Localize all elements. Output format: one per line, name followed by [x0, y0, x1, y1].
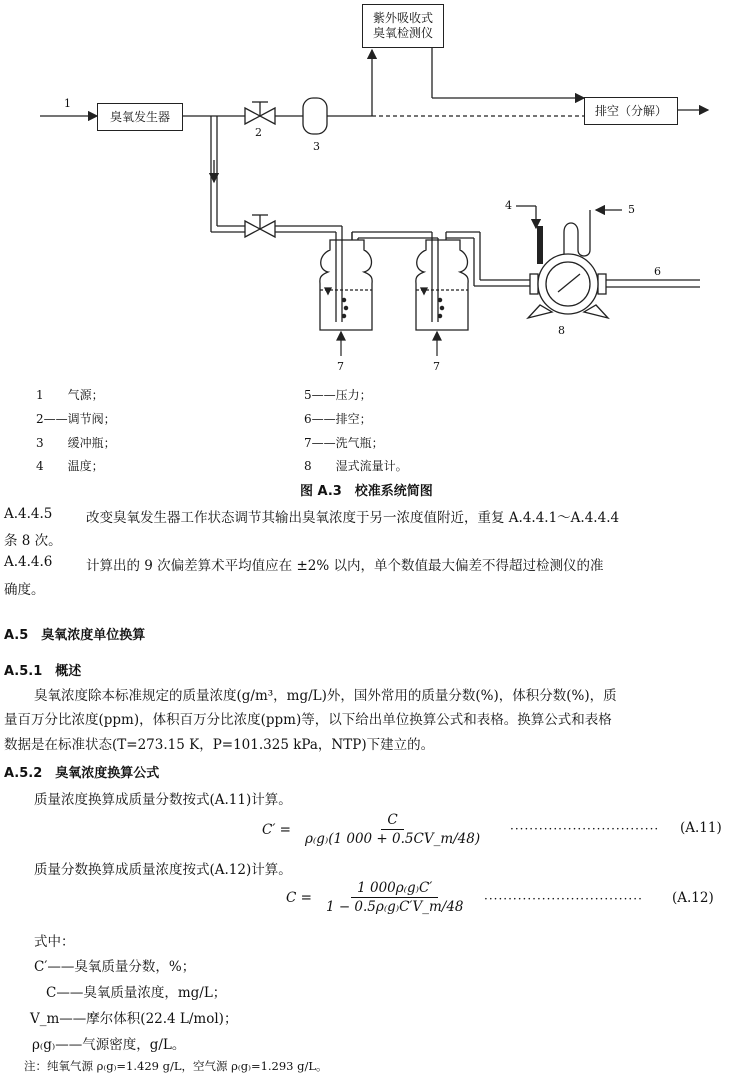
ozone-generator-label: 臭氧发生器: [109, 109, 170, 124]
paragraph-line: 质量浓度换算成质量分数按式(A.11)计算。: [34, 792, 292, 808]
paragraph-line: 计算出的 9 次偏差算术平均值应在 ±2% 以内，单个数值最大偏差不得超过检测仪的准: [86, 558, 604, 574]
label-1: 1: [64, 97, 71, 110]
formula-a12: [286, 880, 470, 915]
paragraph-line: 改变臭氧发生器工作状态调节其输出臭氧浓度于另一浓度值附近，重复 A.4.4.1～A.4.4.4: [86, 510, 620, 526]
paragraph-line: 条 8 次。: [4, 533, 62, 549]
variable-definition: C′——臭氧质量分数，%；: [34, 959, 196, 975]
clause-number: A.4.4.5: [4, 506, 53, 522]
variable-definition: ρ₍g₎——气源密度，g/L。: [32, 1037, 186, 1053]
legend-item: 3 缓冲瓶；: [36, 436, 116, 450]
figure-caption: 图 A.3 校准系统简图: [300, 484, 433, 499]
clause-number: A.4.4.6: [4, 554, 53, 570]
label-4: 4: [505, 199, 512, 212]
formula-tag: (A.12): [672, 890, 714, 906]
paragraph-line: 确度。: [4, 582, 45, 598]
subsection-heading: A.5.2 臭氧浓度换算公式: [4, 766, 160, 781]
section-heading: A.5 臭氧浓度单位换算: [4, 628, 146, 643]
legend-item: 2——调节阀；: [36, 412, 116, 426]
exhaust-label: 排空（分解）: [594, 103, 667, 118]
exhaust-box: [584, 97, 678, 125]
subsection-heading: A.5.1 概述: [4, 664, 82, 679]
formula-numerator: 1 000ρ₍g₎C′: [351, 880, 438, 898]
label-7b: 7: [433, 360, 440, 373]
formula-lhs: C′ =: [262, 821, 291, 838]
regulating-valve-bottom: [245, 215, 275, 237]
label-2: 2: [255, 126, 262, 139]
note: 注：纯氧气源 ρ₍g₎=1.429 g/L，空气源 ρ₍g₎=1.293 g/L。: [24, 1059, 328, 1073]
uv-detector-label-2: 臭氧检测仪: [372, 26, 433, 40]
paragraph-line: 质量分数换算成质量浓度按式(A.12)计算。: [34, 862, 292, 878]
uv-detector-label-1: 紫外吸收式: [372, 11, 433, 25]
label-6: 6: [654, 265, 661, 278]
legend-item: 8 湿式流量计。: [304, 459, 408, 473]
label-8: 8: [558, 324, 565, 337]
uv-detector-box: [362, 4, 444, 48]
formula-tag: (A.11): [680, 820, 722, 836]
formula-lhs: C =: [286, 889, 312, 906]
label-7a: 7: [337, 360, 344, 373]
paragraph-line: 臭氧浓度除本标准规定的质量浓度(g/m³，mg/L)外，国外常用的质量分数(%)，体积分数(%)，质: [34, 688, 617, 704]
formula-leader: ·······························: [510, 822, 660, 836]
label-3: 3: [313, 140, 320, 153]
paragraph-line: 量百万分比浓度(ppm)，体积百万分比浓度(ppm)等，以下给出单位换算公式和表格。换算公式和表格: [4, 712, 612, 728]
variable-definition: C——臭氧质量浓度，mg/L；: [46, 985, 227, 1001]
regulating-valve-top: [245, 102, 275, 124]
paragraph-line: 数据是在标准状态(T=273.15 K，P=101.325 kPa，NTP)下建立的。: [4, 737, 435, 753]
legend-item: 1 气源；: [36, 388, 104, 402]
formula-denominator: ρ₍g₎(1 000 + 0.5CV_m/48): [305, 831, 481, 847]
formula-a11: [262, 812, 486, 847]
legend-item: 7——洗气瓶；: [304, 436, 384, 450]
legend-item: 6——排空；: [304, 412, 372, 426]
variable-definition: V_m——摩尔体积(22.4 L/mol)；: [30, 1011, 238, 1027]
wash-bottle-2: [416, 240, 468, 330]
legend-item: 4 温度；: [36, 459, 104, 473]
formula-leader: ·································: [484, 892, 643, 906]
formula-numerator: C: [381, 812, 403, 830]
calibration-system-diagram: [0, 0, 754, 380]
where-label: 式中：: [34, 934, 75, 950]
formula-denominator: 1 − 0.5ρ₍g₎C′V_m/48: [325, 899, 464, 915]
legend-item: 5——压力；: [304, 388, 372, 402]
ozone-generator-box: [97, 103, 183, 131]
label-5: 5: [628, 203, 635, 216]
buffer-bottle: [303, 98, 327, 134]
thermometer: [516, 206, 543, 264]
wash-bottle-1: [320, 240, 372, 330]
